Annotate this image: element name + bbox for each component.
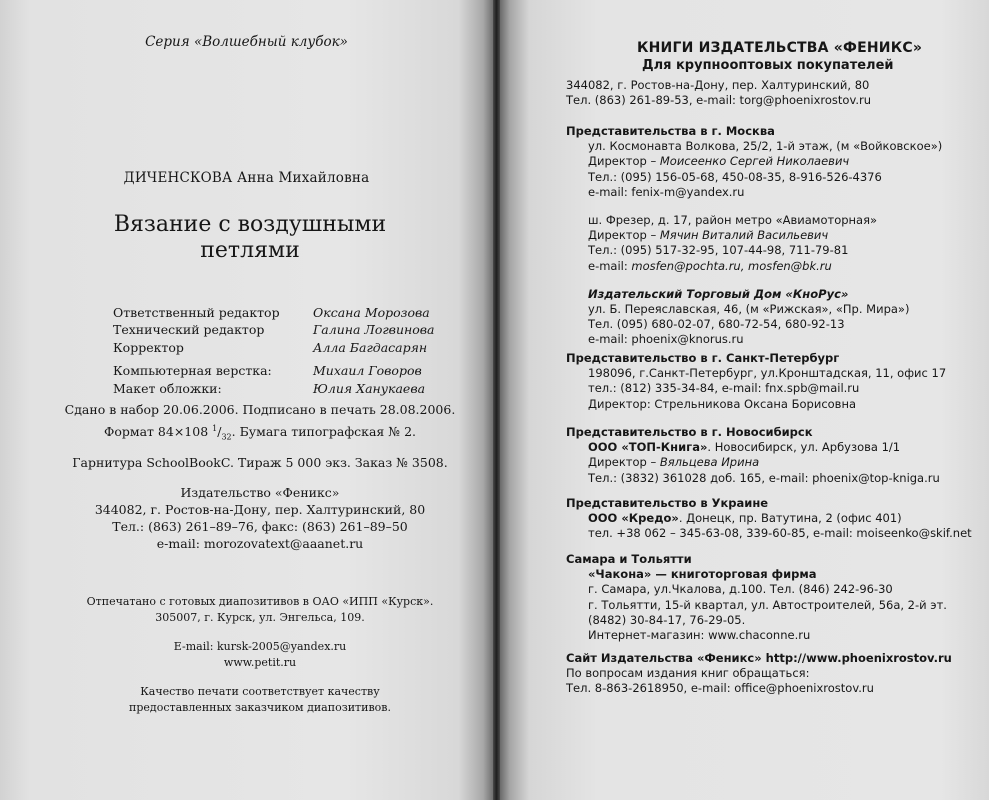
publisher-phones: Тел.: (863) 261–89–76, факс: (863) 261–89–50 [112,519,408,534]
credit-row [113,321,434,338]
novosibirsk-director: Директор – Вяльцева Ирина [588,455,760,470]
spb-address: 198096, г.Санкт-Петербург, ул.Кронштадская, 11, офис 17 [588,366,947,381]
ukraine-company: ООО «Кредо». Донецк, пр. Ватутина, 2 (офис 401) [588,511,902,526]
credit-row [113,380,434,397]
credit-row [113,362,434,379]
credit-row [113,304,434,321]
printer-info [0,594,520,716]
ukraine-phone: тел. +38 062 – 345-63-08, 339-60-85, e-mail: moiseenko@skif.net [588,526,972,541]
publisher-address: 344082, г. Ростов-на-Дону, пер. Халтуринский, 80 [94,502,426,517]
typeset-dates: Сдано в набор 20.06.2006. Подписано в печать 28.08.2006. [64,402,456,417]
credit-name: Алла Багдасарян [313,339,428,355]
knorus-phone: Тел. (095) 680-02-07, 680-72-54, 680-92-13 [588,317,845,332]
chaconne-web: Интернет-магазин: www.chaconne.ru [588,628,811,643]
credit-name: Михаил Говоров [313,363,422,379]
credit-role: Макет обложки: [113,380,222,396]
format-line: Формат 84×108 $^1/_{32}$. Бумага типографская № 2. [103,424,417,442]
moscow-office2-email: e-mail: mosfen@pochta.ru, mosfen@bk.ru [588,258,832,273]
moscow-office1-director: Директор – Моисеенко Сергей Николаевич [588,154,850,169]
series-name: Серия «Волшебный клубок» [145,34,348,50]
ukraine-title: Представительство в Украине [566,496,769,510]
book-title-line1: Вязание с воздушными [113,212,387,237]
ukraine-section [566,496,972,542]
book-gutter [493,0,500,800]
novosibirsk-phone: Тел.: (3832) 361028 доб. 165, e-mail: phoenix@top-kniga.ru [588,470,940,485]
hq-phone: Тел. (863) 261-89-53, e-mail: torg@phoenixrostov.ru [566,93,872,108]
printer-email: E-mail: kursk-2005@yandex.ru [173,640,347,653]
printer-line1: Отпечатано с готовых диапозитивов в ОАО «ИПП «Курск». [86,595,434,608]
knorus-email: e-mail: phoenix@knorus.ru [588,332,744,347]
moscow-section [566,124,942,348]
knorus-address: ул. Б. Переяславская, 46, (м «Рижская», «Пр. Мира») [588,302,910,317]
moscow-title: Представительства в г. Москва [566,124,775,138]
moscow-office1-address: ул. Космонавта Волкова, 25/2, 1-й этаж, (м «Войковское») [588,139,943,154]
publisher-email: e-mail: morozovatext@aaanet.ru [156,536,364,551]
book-title [0,212,500,264]
site-phone: Тел. 8-863-2618950, e-mail: office@phoenixrostov.ru [566,681,874,696]
novosibirsk-title: Представительство в г. Новосибирск [566,425,813,439]
credit-role: Ответственный редактор [113,305,280,320]
moscow-office2-director: Директор – Мячин Виталий Васильевич [588,228,829,243]
moscow-office2-phone: Тел.: (095) 517-32-95, 107-44-98, 711-79-81 [588,243,849,258]
credit-name: Оксана Морозова [313,305,430,320]
spb-director: Директор: Стрельникова Оксана Борисовна [588,396,857,411]
chaconne-company: «Чакона» — книготорговая фирма [588,567,817,582]
spb-section [566,351,946,412]
samara-address: г. Самара, ул.Чкалова, д.100. Тел. (846) 242-96-30 [588,582,893,597]
knorus-title: Издательский Торговый Дом «КноРус» [588,286,849,301]
tolyatti-address: г. Тольятти, 15-й квартал, ул. Автостроителей, 56а, 2-й эт. [588,597,947,612]
right-page [500,0,989,800]
hq-address: 344082, г. Ростов-на-Дону, пер. Халтуринский, 80 [566,78,870,92]
credits-list [113,304,434,397]
publisher-name: Издательство «Феникс» [180,485,340,500]
site-questions: По вопросам издания книг обращаться: [566,666,810,681]
moscow-office1-email: e-mail: fenix-m@yandex.ru [588,184,745,199]
moscow-office1-phone: Тел.: (095) 156-05-68, 450-08-35, 8-916-526-4376 [588,169,882,184]
samara-section [566,552,947,643]
site-section [566,651,952,697]
author-name: ДИЧЕНСКОВА Анна Михайловна [123,170,370,186]
samara-title: Самара и Тольятти [566,552,692,566]
moscow-office2-address: ш. Фрезер, д. 17, район метро «Авиамоторная» [588,213,878,228]
hq-contacts [566,78,871,108]
site-title: Сайт Издательства «Феникс» http://www.phoenixrostov.ru [566,651,952,665]
distribution-heading: КНИГИ ИЗДАТЕЛЬСТВА «ФЕНИКС» [637,40,923,56]
book-title-line2: петлями [200,238,300,263]
quality-note-1: Качество печати соответствует качеству [140,685,380,698]
tolyatti-phone: (8482) 30-84-17, 76-29-05. [588,612,746,627]
credit-role: Корректор [113,339,184,355]
credit-name: Галина Логвинова [313,322,435,338]
credit-role: Компьютерная верстка: [113,363,272,379]
novosibirsk-section [566,425,940,486]
spb-phone: тел.: (812) 335-34-84, e-mail: fnx.spb@mail.ru [588,381,860,396]
quality-note-2: предоставленных заказчиком диапозитивов. [129,701,391,714]
credit-name: Юлия Ханукаева [313,380,426,396]
left-page [0,0,493,800]
credit-row [113,339,434,356]
imprint-info [0,400,520,472]
spb-title: Представительство в г. Санкт-Петербург [566,351,840,365]
distribution-subheading: Для крупнооптовых покупателей [642,58,894,73]
novosibirsk-company: ООО «ТОП-Книга». Новосибирск, ул. Арбузова 1/1 [588,440,901,455]
printer-web: www.petit.ru [223,656,297,669]
printer-line2: 305007, г. Курск, ул. Энгельса, 109. [155,611,365,624]
credit-role: Технический редактор [113,322,265,338]
print-run-line: Гарнитура SchoolBookC. Тираж 5 000 экз. Заказ № 3508. [72,454,448,470]
publisher-info [0,484,520,552]
